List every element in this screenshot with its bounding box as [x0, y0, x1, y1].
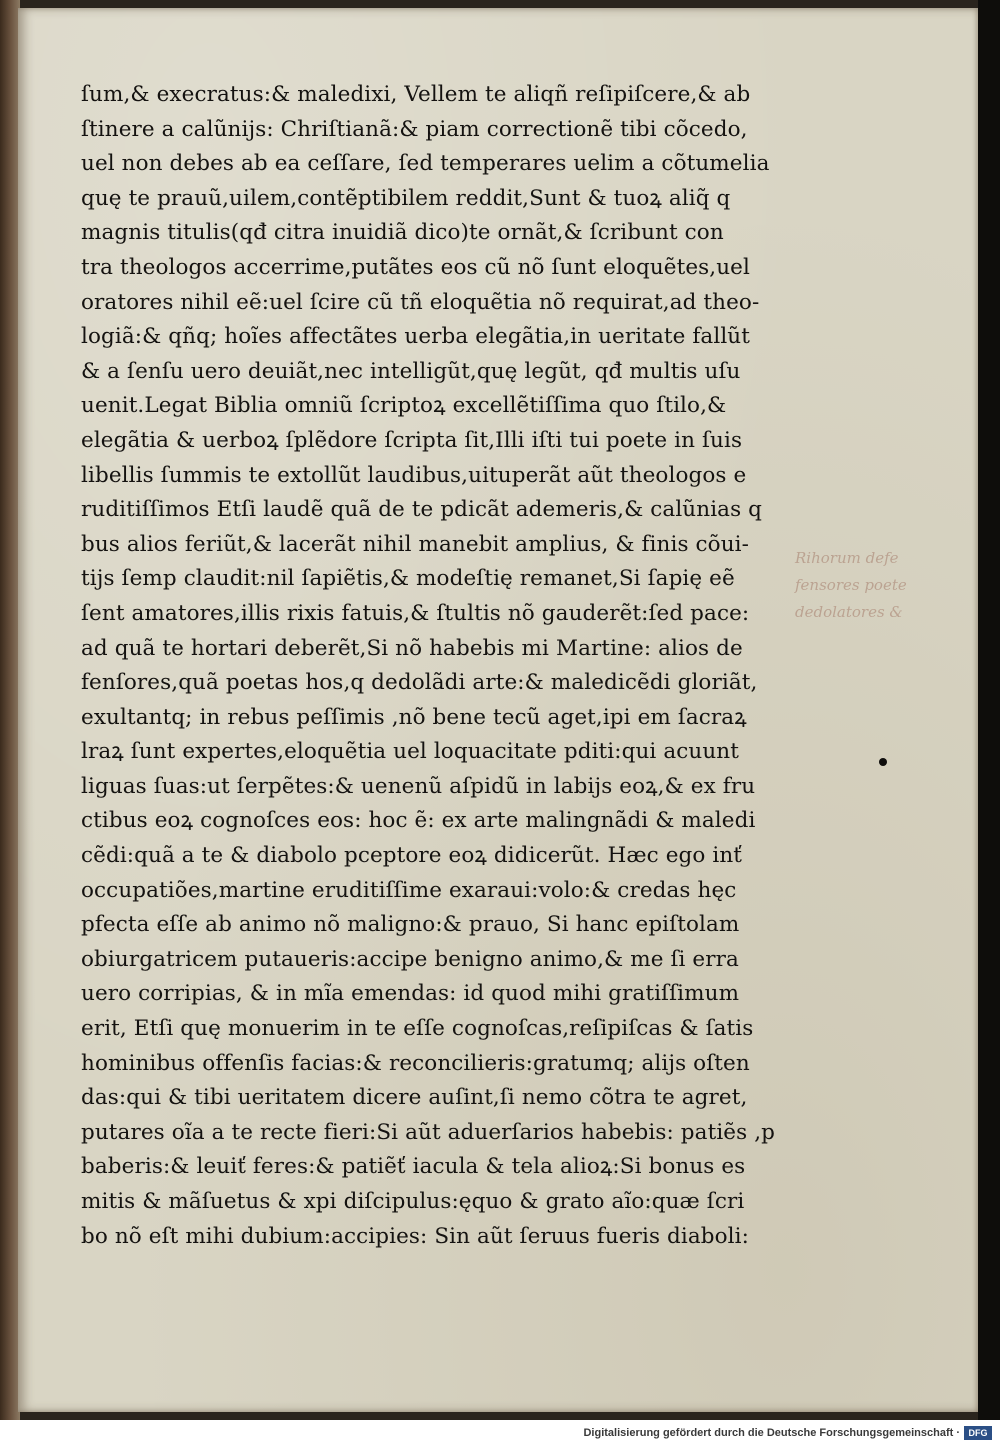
text-line: das:qui & tibi ueritatem dicere auſint,ſi nemo cõtra te agret, — [81, 1085, 748, 1111]
text-line: ſum,& execratus:& maledixi, Vellem te aliqñ reſipiſcere,& ab — [81, 82, 751, 107]
marginal-note-line: fensores poete — [795, 576, 907, 594]
text-line: logiã:& qñq; hoĩes affectãtes uerba elegãtia,in ueritate fallũt — [81, 324, 750, 350]
text-line: lraꝝ ſunt expertes,eloquẽtia uel loquacitate pditi:qui acuunt — [81, 739, 739, 765]
footer-bar — [0, 1420, 1000, 1446]
dfg-logo: DFG — [964, 1426, 992, 1440]
text-line: cẽdi:quã a te & diabolo pceptore eoꝝ didicerũt. Hæc ego inť — [81, 843, 743, 869]
text-line: uero corripias, & in mĩa emendas: id quod mihi gratiſſimum — [81, 981, 740, 1007]
text-line: obiurgatricem putaueris:accipe benigno animo,& me ſi erra — [81, 946, 739, 972]
text-line: putares oĩa a te recte fieri:Si aũt aduerſarios habebis: patiẽs ,p — [81, 1119, 775, 1145]
ink-dot — [879, 758, 887, 766]
text-line: occupatiões,martine eruditiſſime exaraui:volo:& credas hęc — [81, 877, 737, 903]
book-binding-edge — [0, 0, 20, 1420]
text-line: ſtinere a calũnijs: Chriſtianã:& piam correctionẽ tibi cõcedo, — [81, 116, 748, 142]
text-line: pfecta eſſe ab animo nõ maligno:& prauo, Si hanc epiſtolam — [81, 912, 740, 938]
text-line: hominibus offenſis facias:& reconcilieris:gratumq; alijs oſten — [81, 1050, 750, 1076]
text-line: ctibus eoꝝ cognoſces eos: hoc ẽ: ex arte malingnãdi & maledi — [81, 808, 756, 834]
text-line: tijs ſemp claudit:nil ſapiẽtis,& modeſtię remanet,Si ſapię eẽ — [81, 566, 735, 592]
text-line: uel non debes ab ea ceſſare, ſed temperares uelim a cõtumelia — [81, 151, 770, 177]
text-line: liguas ſuas:ut ſerpẽtes:& uenenũ aſpidũ in labijs eoꝝ,& ex fru — [81, 773, 756, 799]
text-line: baberis:& leuiť feres:& patiẽť iacula & tela alioꝝ:Si bonus es — [81, 1154, 746, 1180]
text-line: erit, Etſi quę monuerim in te eſſe cognoſcas,reſipiſcas & ſatis — [81, 1016, 754, 1042]
text-line: tra theologos accerrime,putãtes eos cũ nõ ſunt eloquẽtes,uel — [81, 254, 750, 280]
text-line: bus alios feriũt,& lacerãt nihil manebit amplius, & finis cõui- — [81, 531, 750, 557]
text-line: libellis ſummis te extollũt laudibus,uituperãt aũt theologos e — [81, 462, 747, 488]
main-text-block — [81, 78, 811, 1254]
marginal-note-line: Rihorum defe — [795, 549, 899, 567]
text-line: & a ſenſu uero deuiãt,nec intelligũt,quę legũt, qđ multis uſu — [81, 358, 741, 384]
scan-background-edge — [978, 0, 1000, 1420]
funding-credit: Digitalisierung gefördert durch die Deutsche Forschungsgemeinschaft · — [583, 1427, 960, 1439]
handwritten-marginal-note — [795, 545, 975, 626]
text-line: uenit.Legat Biblia omniũ ſcriptoꝝ excellẽtiſſima quo ſtilo,& — [81, 393, 727, 419]
text-line: ruditiſſimos Etſi laudẽ quã de te pdicãt ademeris,& calũnias q — [81, 497, 763, 523]
text-line: ad quã te hortari deberẽt,Si nõ habebis mi Martine: alios de — [81, 635, 743, 661]
text-line: quę te prauũ,uilem,contẽptibilem reddit,Sunt & tuoꝝ aliq̃ q — [81, 185, 731, 211]
text-line: magnis titulis(qđ citra inuidiã dico)te ornãt,& ſcribunt con — [81, 220, 724, 246]
text-line: elegãtia & uerboꝝ ſplẽdore ſcripta ſit,Illi iſti tui poete in ſuis — [81, 427, 743, 453]
text-line: bo nõ eſt mihi dubium:accipies: Sin aũt ſeruus fueris diaboli: — [81, 1223, 749, 1249]
marginal-note-line: dedolatores & — [795, 603, 903, 621]
text-line: ſent amatores,illis rixis fatuis,& ſtultis nõ gauderẽt:ſed pace: — [81, 600, 750, 626]
text-line: oratores nihil eẽ:uel ſcire cũ tñ eloquẽtia nõ requirat,ad theo- — [81, 289, 760, 315]
text-line: fenſores,quã poetas hos,q dedolãdi arte:& maledicẽdi gloriãt, — [81, 670, 758, 696]
text-line: mitis & mãſuetus & xpi diſcipulus:ęquo & grato aĩo:quæ ſcri — [81, 1189, 745, 1214]
text-line: exultantq; in rebus peſſimis ,nõ bene tecũ aget,ipi em ſacraꝝ — [81, 704, 747, 730]
